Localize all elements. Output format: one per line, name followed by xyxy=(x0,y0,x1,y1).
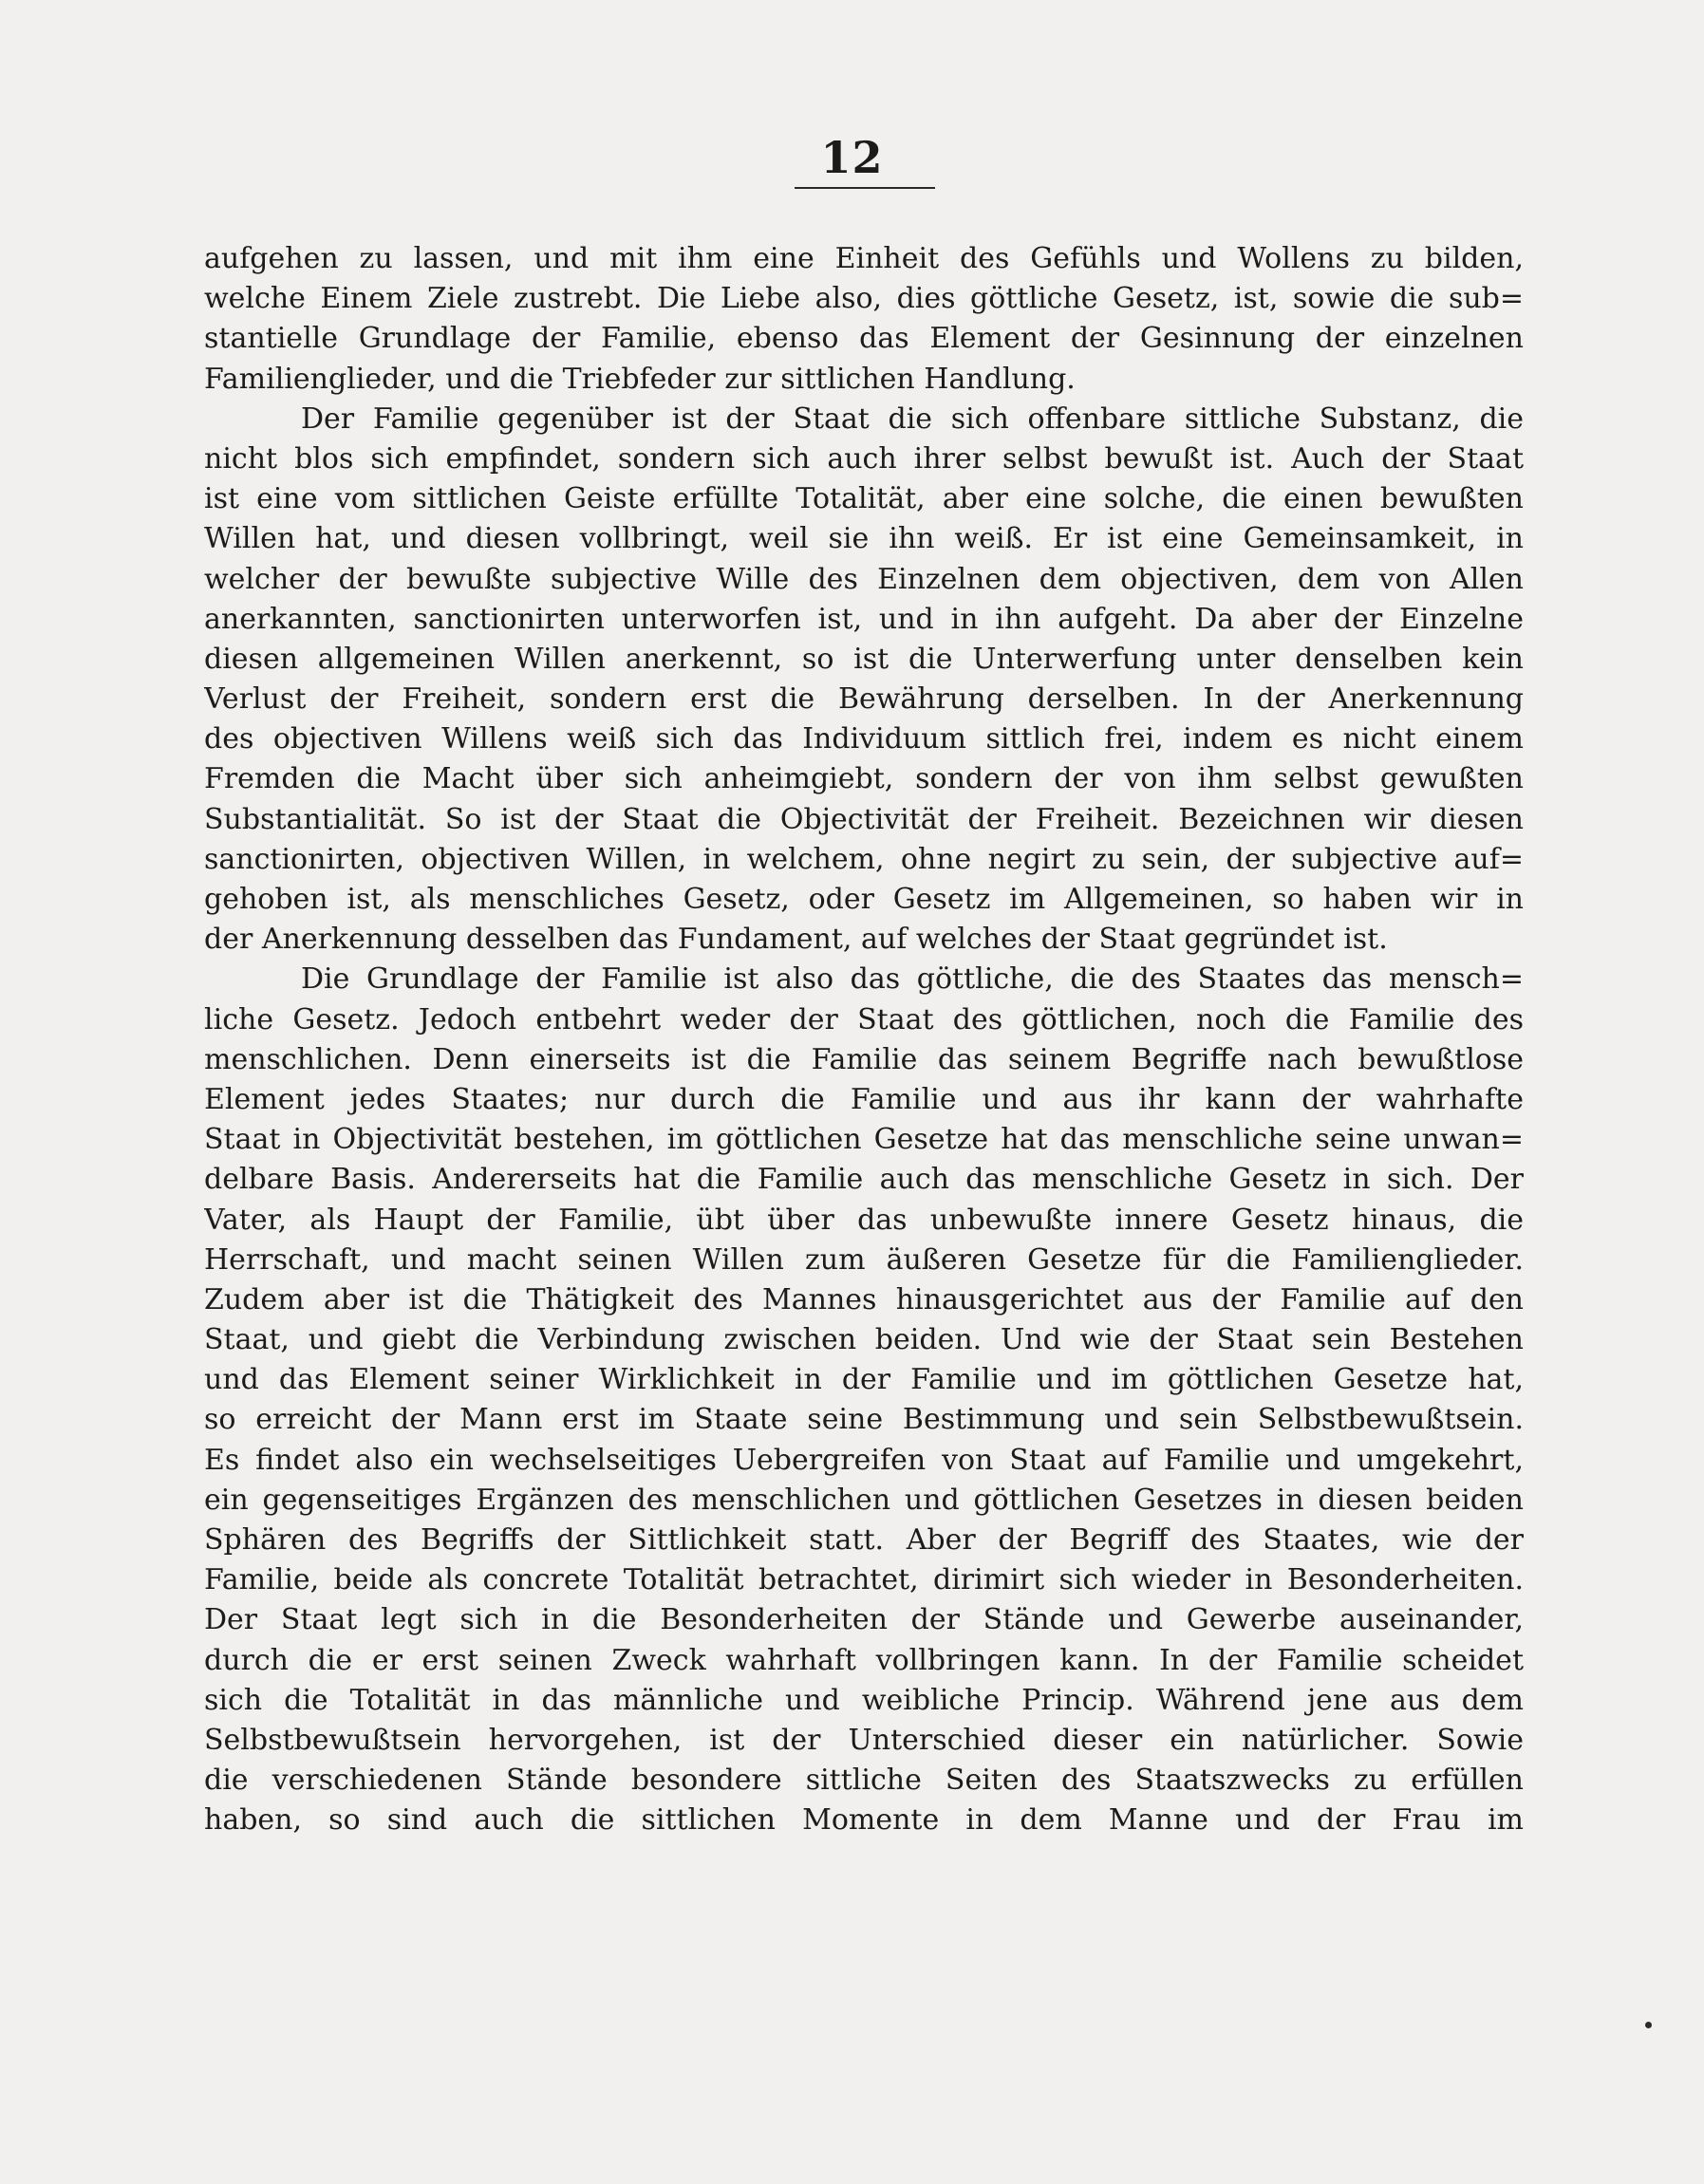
text-line: Staat in Objectivität bestehen, im göttlichen Gesetze hat das menschliche seine unwan= xyxy=(204,1123,1524,1157)
text-line: Substantialität. So ist der Staat die Objectivität der Freiheit. Bezeichnen wir diesen xyxy=(204,802,1524,836)
text-line: Familienglieder, und die Triebfeder zur sittlichen Handlung. xyxy=(204,362,1076,396)
text-line: Element jedes Staates; nur durch die Familie und aus ihr kann der wahrhafte xyxy=(204,1082,1524,1116)
text-line: diesen allgemeinen Willen anerkennt, so ist die Unterwerfung unter denselben kein xyxy=(204,642,1524,676)
text-line: ein gegenseitiges Ergänzen des menschlichen und göttlichen Gesetzes in diesen beiden xyxy=(204,1483,1524,1517)
text-line: die verschiedenen Stände besondere sittliche Seiten des Staatszwecks zu erfüllen xyxy=(204,1764,1524,1798)
header-rule xyxy=(795,187,935,189)
text-line: Verlust der Freiheit, sondern erst die Bewährung derselben. In der Anerkennung xyxy=(204,682,1524,717)
text-line: Sphären des Begriffs der Sittlichkeit statt. Aber der Begriff des Staates, wie der xyxy=(204,1523,1524,1557)
print-speck xyxy=(1645,2022,1652,2028)
text-line: ist eine vom sittlichen Geiste erfüllte Totalität, aber eine solche, die einen bewußten xyxy=(204,482,1524,516)
page-number: 12 xyxy=(820,132,884,183)
text-line: haben, so sind auch die sittlichen Momente in dem Manne und der Frau im xyxy=(204,1803,1524,1838)
text-line: und das Element seiner Wirklichkeit in der Familie und im göttlichen Gesetze hat, xyxy=(204,1363,1524,1397)
text-line: sich die Totalität in das männliche und weibliche Princip. Während jene aus dem xyxy=(204,1683,1524,1717)
text-line: nicht blos sich empfindet, sondern sich auch ihrer selbst bewußt ist. Auch der Staat xyxy=(204,441,1524,476)
text-line: so erreicht der Mann erst im Staate seine Bestimmung und sein Selbstbewußtsein. xyxy=(204,1403,1524,1437)
text-line: Selbstbewußtsein hervorgehen, ist der Unterschied dieser ein natürlicher. Sowie xyxy=(204,1723,1524,1757)
text-line: Die Grundlage der Familie ist also das göttliche, die des Staates das mensch= xyxy=(301,962,1524,997)
text-line: anerkannten, sanctionirten unterworfen ist, und in ihn aufgeht. Da aber der Einzelne xyxy=(204,602,1524,636)
text-line: Familie, beide als concrete Totalität betrachtet, dirimirt sich wieder in Besonderheiten. xyxy=(204,1563,1524,1597)
text-line: Staat, und giebt die Verbindung zwischen beiden. Und wie der Staat sein Bestehen xyxy=(204,1323,1524,1357)
text-line: Der Staat legt sich in die Besonderheiten der Stände und Gewerbe auseinander, xyxy=(204,1603,1524,1637)
text-line: Herrschaft, und macht seinen Willen zum äußeren Gesetze für die Familienglieder. xyxy=(204,1242,1524,1277)
text-line: Es findet also ein wechselseitiges Uebergreifen von Staat auf Familie und umgekehrt, xyxy=(204,1443,1524,1477)
text-line: der Anerkennung desselben das Fundament, auf welches der Staat gegründet ist. xyxy=(204,923,1388,957)
text-line: welcher der bewußte subjective Wille des Einzelnen dem objectiven, dem von Allen xyxy=(204,562,1524,596)
text-line: aufgehen zu lassen, und mit ihm eine Einheit des Gefühls und Wollens zu bilden, xyxy=(204,242,1524,275)
text-line: Fremden die Macht über sich anheimgiebt, sondern der von ihm selbst gewußten xyxy=(204,762,1524,796)
text-line: des objectiven Willens weiß sich das Individuum sittlich frei, indem es nicht einem xyxy=(204,722,1524,756)
text-line: Der Familie gegenüber ist der Staat die sich offenbare sittliche Substanz, die xyxy=(301,401,1524,436)
text-line: stantielle Grundlage der Familie, ebenso das Element der Gesinnung der einzelnen xyxy=(204,322,1524,356)
text-line: liche Gesetz. Jedoch entbehrt weder der Staat des göttlichen, noch die Familie des xyxy=(204,1002,1524,1036)
body-text xyxy=(204,239,1524,1841)
text-line: gehoben ist, als menschliches Gesetz, oder Gesetz im Allgemeinen, so haben wir in xyxy=(204,883,1524,916)
text-line: Willen hat, und diesen vollbringt, weil sie ihn weiß. Er ist eine Gemeinsamkeit, in xyxy=(204,522,1524,556)
text-line: menschlichen. Denn einerseits ist die Familie das seinem Begriffe nach bewußtlose xyxy=(204,1042,1524,1076)
text-line: durch die er erst seinen Zweck wahrhaft vollbringen kann. In der Familie scheidet xyxy=(204,1643,1524,1677)
text-line: Zudem aber ist die Thätigkeit des Mannes hinausgerichtet aus der Familie auf den xyxy=(204,1282,1524,1316)
text-line: welche Einem Ziele zustrebt. Die Liebe also, dies göttliche Gesetz, ist, sowie die sub= xyxy=(204,282,1524,316)
text-line: Vater, als Haupt der Familie, übt über das unbewußte innere Gesetz hinaus, die xyxy=(204,1203,1524,1237)
text-line: sanctionirten, objectiven Willen, in welchem, ohne negirt zu sein, der subjective auf= xyxy=(204,842,1524,876)
text-line: delbare Basis. Andererseits hat die Familie auch das menschliche Gesetz in sich. Der xyxy=(204,1163,1524,1197)
